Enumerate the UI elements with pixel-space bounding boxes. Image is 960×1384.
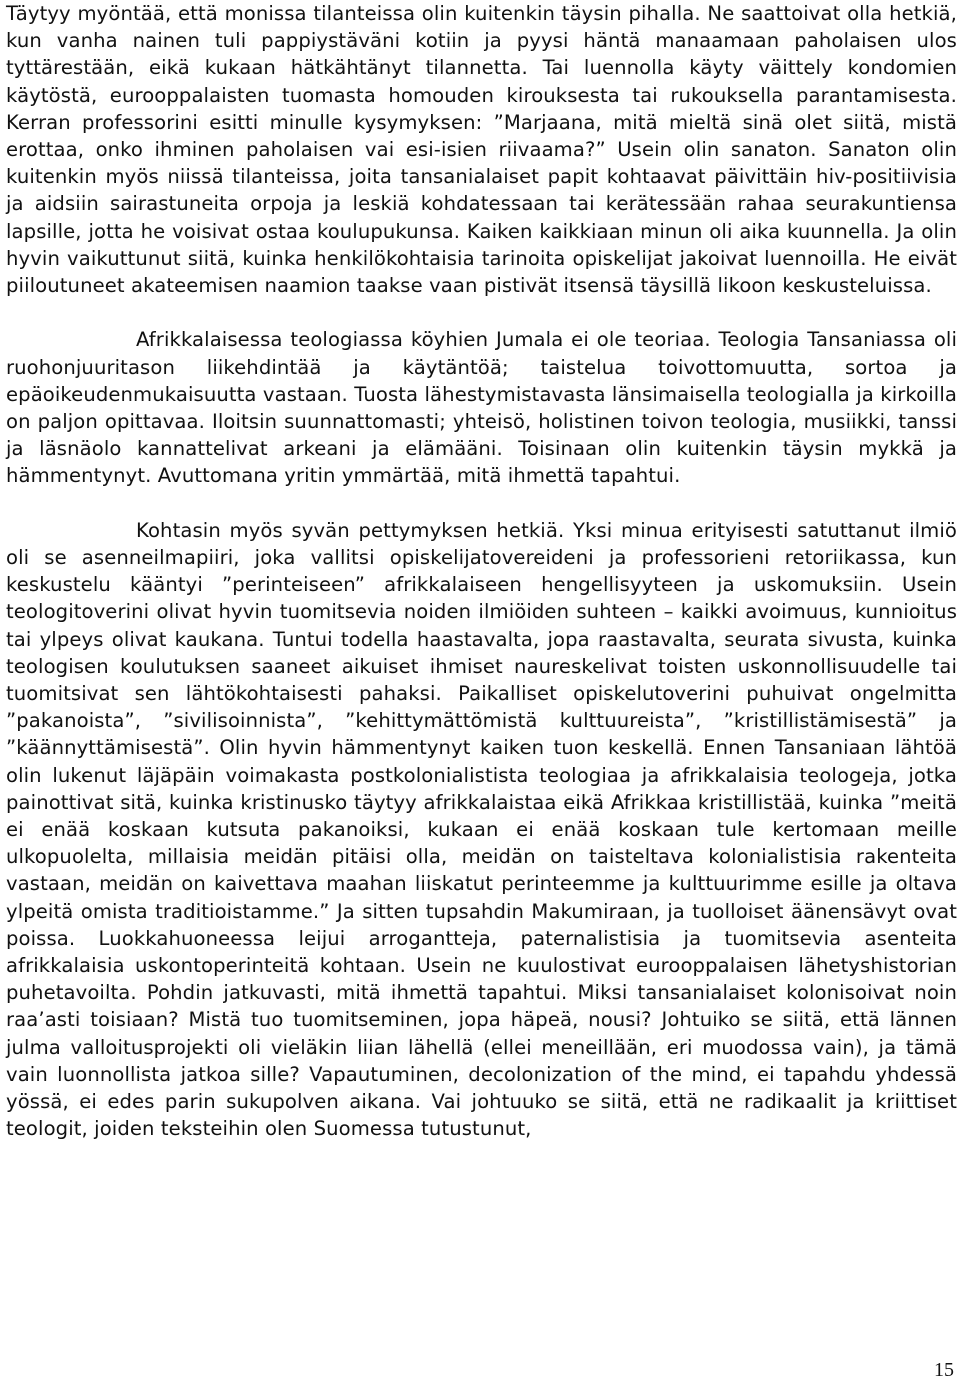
paragraph-3: Kohtasin myös syvän pettymyksen hetkiä. Yksi minua erityisesti satuttanut ilmiö oli se asenneilmapiiri, joka vallitsi opiskelijatovereideni ja professorieni retoriikassa, kun keskustelu kääntyi ”perinteiseen” afrikkalaiseen hengellisyyteen ja uskomuksiin. Usein teologitoverini olivat hyvin tuomitsevia noiden ilmiöiden suhteen – kaikki avoimuus, kunnioitus tai ylpeys olivat kaukana. Tuntui todella haastavalta, jopa raastavalta, seurata sivusta, kuinka teologisen koulutuksen saaneet aikuiset ihmiset naureskelivat toisten uskonnollisuudelle tai tuomitsivat sen lähtökohtaisesti pahaksi. Paikalliset opiskelutoverini puhuivat ongelmitta ”pakanoista”, ”sivilisoinnista”, ”kehittymättömistä kulttuureista”, ”kristillistämisestä” ja ”käännyttämisestä”. Olin hyvin hämmentynyt kaiken tuon keskellä. Ennen Tansaniaan lähtöä olin lukenut läjäpäin voimakasta postkolonialistista teologiaa ja afrikkalaisia teologeja, jotka painottivat sitä, kuinka kristinusko täytyy afrikkalaistaa eikä Afrikkaa kristillistää, kuinka ”meitä ei enää koskaan kutsuta pakanoiksi, kukaan ei enää koskaan tule kertomaan meille ulkopuolelta, millaisia meidän pitäisi olla, meidän on taisteltava kolonialistisia rakenteita vastaan, meidän on kaivettava maahan liiskatut perinteemme ja kulttuurimme esille ja oltava ylpeitä omista traditioistamme.” Ja sitten tupsahdin Makumiraan, ja tuolloiset äänensävyt ovat poissa. Luokkahuoneessa leijui arrogantteja, paternalistisia ja tuomitsevia asenteita afrikkalaisia uskontoperinteitä kohtaan. Usein ne kuulostivat eurooppalaisen lähetyshistorian puhetavoilta. Pohdin jatkuvasti, mitä ihmettä tapahtui. Miksi tansanialaiset kolonisoivat noin raa’asti toisiaan? Mistä tuo tuomitseminen, jopa häpeä, nousi? Johtuiko se siitä, että lännen julma valloitusprojekti oli vieläkin liian lähellä (ellei meneillään, eri muodossa vain), ja tämä vain luonnollista jatkoa sille? Vapautuminen, decolonization of the mind, ei tapahdu yhdessä yössä, ei edes parin sukupolven aikana. Vai johtuuko se siitä, että ne radikaalit ja kriittiset teologit, joiden teksteihin olen Suomessa tutustunut, <box>6 518 957 1141</box>
body-text <box>6 0 957 1143</box>
paragraph-2: Afrikkalaisessa teologiassa köyhien Jumala ei ole teoriaa. Teologia Tansaniassa oli ruohonjuuritason liikehdintää ja käytäntöä; taistelua toivottomuutta, sortoa ja epäoikeudenmukaisuutta vastaan. Tuosta lähestymistavasta länsimaisella teologialla ja kirkoilla on paljon opittavaa. Iloitsin suunnattomasti; yhteisö, holistinen toivon teologia, musiikki, tanssi ja läsnäolo kannattelivat arkeani ja elämääni. Toisinaan olin kuitenkin täysin mykkä ja hämmentynyt. Avuttomana yritin ymmärtää, mitä ihmettä tapahtui. <box>6 328 957 488</box>
page-number: 15 <box>934 1359 954 1381</box>
paragraph-1: Täytyy myöntää, että monissa tilanteissa olin kuitenkin täysin pihalla. Ne saattoivat olla hetkiä, kun vanha nainen tuli pappiystäväni kotiin ja pyysi häntä manaamaan paholaisen ulos tyttärestään, eikä kukaan hätkähtänyt tilannetta. Tai luennolla käyty väittely kondomien käytöstä, eurooppalaisten tuomasta homouden kirouksesta tai rukouksella parantamisesta. Kerran professorini esitti minulle kysymyksen: ”Marjaana, mitä mieltä sinä olet siitä, mistä erottaa, onko ihminen paholaisen vai esi-isien riivaama?” Usein olin sanaton. Sanaton olin kuitenkin myös niissä tilanteissa, joita tansanialaiset papit kohtaavat päivittäin hiv-positiivisia ja aidsiin sairastuneita orpoja ja leskiä kohdatessaan tai kerätessään rahaa seurakuntiensa lapsille, jotta he voisivat ostaa koulupukunsa. Kaiken kaikkiaan minun oli aika kuunnella. Ja olin hyvin vaikuttunut siitä, kuinka henkilökohtaisia tarinoita opiskelijat jakoivat luennoilla. He eivät piiloutuneet akateemisen naamion taakse vaan pistivät itsensä täysillä likoon keskusteluissa. <box>6 2 957 298</box>
